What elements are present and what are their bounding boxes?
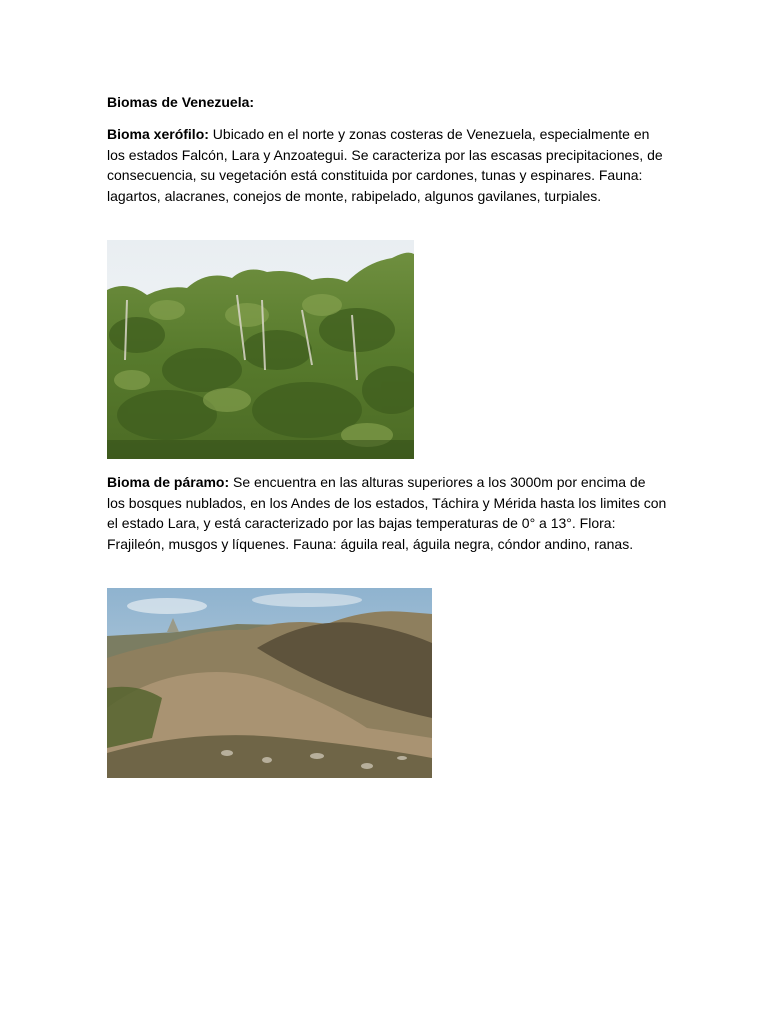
section-paramo-heading: Bioma de páramo: (107, 474, 230, 490)
forest-photo (107, 240, 414, 459)
section-xerofilo-heading: Bioma xerófilo: (107, 126, 209, 142)
section-xerofilo-body: Ubicado en el norte y zonas costeras de Venezuela, especialmente en los estados Falcón, Lara y Anzoategui. Se caracteriza por las escasas precipitaciones, de consecuencia, su vegetación está constituida por cardones, tunas y espinares. Fauna: lagartos, alacranes, conejos de monte, rabipelado, algunos gavilanes, turpiales. (107, 126, 663, 204)
document-title: Biomas de Venezuela: (107, 94, 255, 110)
mountain-photo (107, 588, 432, 778)
section-paramo-body: Se encuentra en las alturas superiores a los 3000m por encima de los bosques nublados, en los Andes de los estados, Táchira y Mérida hasta los limites con el estado Lara, y está caracterizado por las bajas temperaturas de 0° a 13°. Flora: Frajileón, musgos y líquenes. Fauna: águila real, águila negra, cóndor andino, ranas. (107, 474, 667, 552)
section-paramo-paragraph (107, 472, 667, 554)
section-xerofilo-paragraph (107, 124, 667, 206)
